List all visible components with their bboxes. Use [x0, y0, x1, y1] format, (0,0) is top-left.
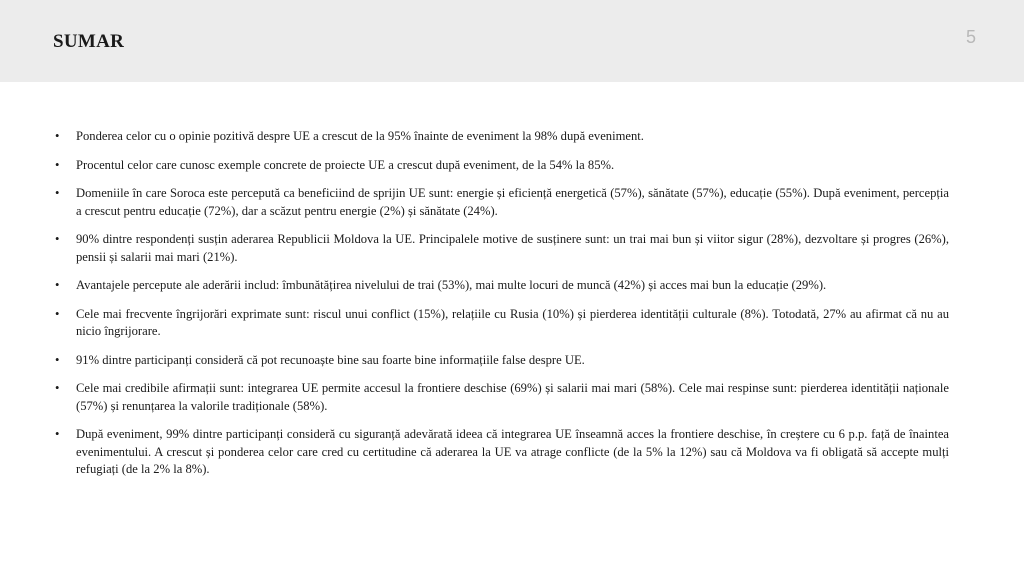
- summary-item-text: Cele mai frecvente îngrijorări exprimate sunt: riscul unui conflict (15%), relațiile cu Rusia (10%) și pierderea identității culturale (8%). Totodată, 27% au afirmat că nu au nicio îngrijorare.: [76, 306, 949, 338]
- bullet-icon: •: [55, 352, 60, 367]
- summary-item: [55, 426, 949, 479]
- summary-item-text: 91% dintre participanți consideră că pot recunoaște bine sau foarte bine informațiile false despre UE.: [76, 352, 585, 367]
- bullet-icon: •: [55, 129, 60, 143]
- summary-item-text: Avantajele percepute ale aderării includ: îmbunătățirea nivelului de trai (53%), mai multe locuri de muncă (42%) și acces mai bun la educație (29%).: [76, 278, 827, 292]
- slide-title: SUMAR: [53, 31, 125, 52]
- bullet-icon: •: [55, 306, 60, 321]
- summary-item-text: Domeniile în care Soroca este percepută ca beneficiind de sprijin UE sunt: energie și eficiență energetică (57%), sănătate (57%), educație (55%). După eveniment, percepția a crescut pentru educație (72%), dar a scăzut pentru energie (2%) și sănătate (24%).: [76, 186, 949, 218]
- bullet-icon: •: [55, 427, 60, 441]
- header-band: [0, 0, 1024, 82]
- bullet-icon: •: [55, 278, 60, 292]
- summary-item: [55, 352, 949, 370]
- bullet-icon: •: [55, 157, 60, 172]
- summary-item: [55, 231, 949, 266]
- summary-item: [55, 306, 949, 341]
- summary-item: [55, 380, 949, 415]
- summary-item: [55, 128, 949, 146]
- summary-item-text: Cele mai credibile afirmații sunt: integrarea UE permite accesul la frontiere deschise (69%) și salarii mai mari (58%). Cele mai respinse sunt: pierderea identității naționale (57%) și renunțarea la valorile tradiționale (58%).: [76, 381, 949, 413]
- bullet-icon: •: [55, 186, 60, 200]
- summary-item-text: Procentul celor care cunosc exemple concrete de proiecte UE a crescut după eveniment, de la 54% la 85%.: [76, 157, 615, 172]
- summary-item-text: După eveniment, 99% dintre participanți consideră cu siguranță adevărată ideea că integrarea UE înseamnă acces la frontiere deschise, în creștere cu 6 p.p. față de înaintea evenimentului. A crescut și ponderea celor care cred cu certitudine că aderarea la UE va atrage conflicte (de la 5% la 12%) sau că Moldova va fi obligată să accepte mulți refugiați (de la 2% la 8%).: [76, 427, 949, 476]
- summary-item: [55, 277, 949, 295]
- bullet-icon: •: [55, 232, 60, 246]
- summary-item: [55, 185, 949, 220]
- summary-item: [55, 157, 949, 175]
- page-number: 5: [965, 27, 976, 47]
- summary-item-text: 90% dintre respondenți susțin aderarea Republicii Moldova la UE. Principalele motive de susținere sunt: un trai mai bun și viitor sigur (28%), dezvoltare și progres (26%), pensii și salarii mai mari (21%).: [76, 232, 949, 264]
- summary-item-text: Ponderea celor cu o opinie pozitivă despre UE a crescut de la 95% înainte de eveniment la 98% după eveniment.: [76, 129, 644, 143]
- summary-list: [55, 128, 949, 490]
- bullet-icon: •: [55, 381, 60, 395]
